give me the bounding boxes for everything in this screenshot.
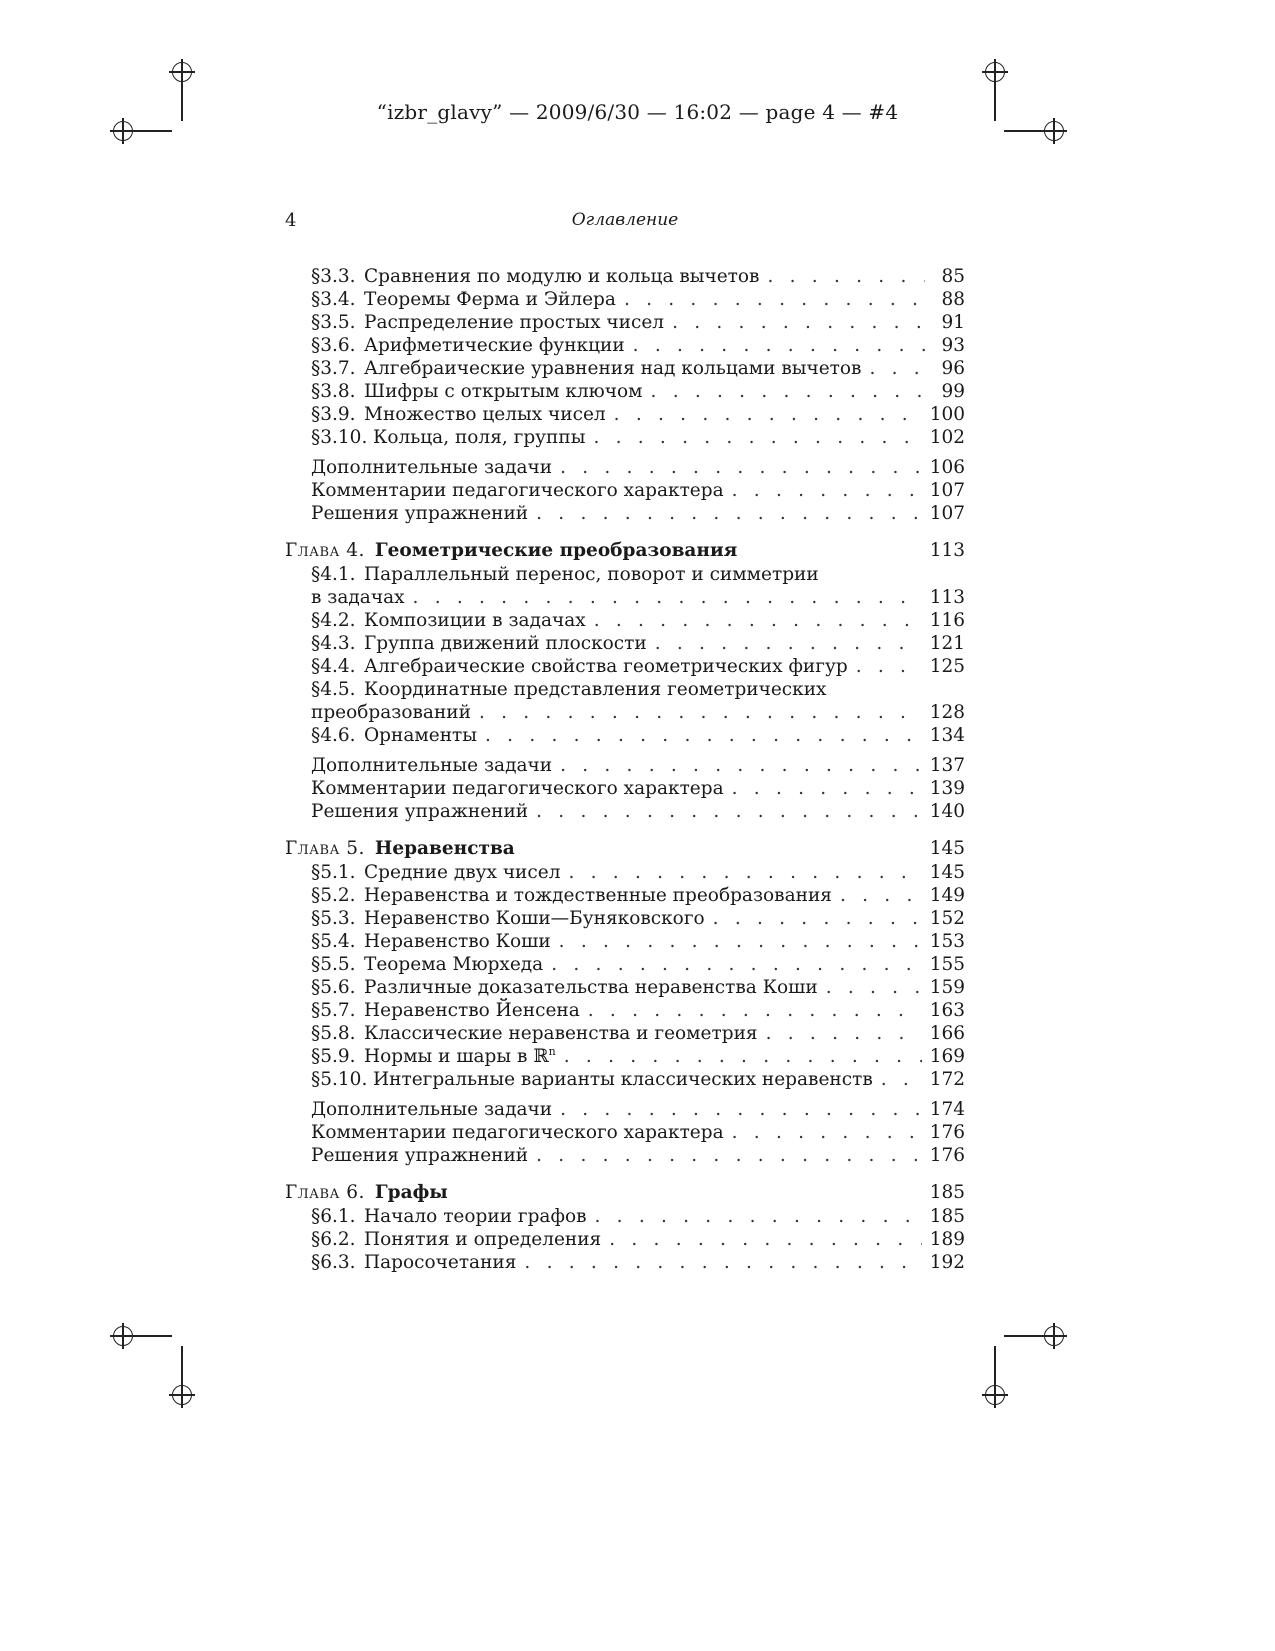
section-title: Классические неравенства и геометрия xyxy=(364,1023,758,1044)
crop-line xyxy=(1004,1335,1042,1337)
toc-section[interactable] xyxy=(285,861,965,884)
leader-dots xyxy=(840,884,922,907)
leader-dots xyxy=(560,456,922,479)
section-title: Неравенство Йенсена xyxy=(364,1000,580,1021)
section-page: 121 xyxy=(929,633,965,654)
crop-line xyxy=(134,130,172,132)
leader-dots xyxy=(413,586,922,609)
leader-dots xyxy=(560,754,922,777)
leader-dots xyxy=(655,632,922,655)
section-number: §3.7. xyxy=(311,358,356,379)
toc-section[interactable] xyxy=(285,288,965,311)
extra-title: Решения упражнений xyxy=(311,503,529,524)
section-title: Теорема Мюрхеда xyxy=(364,954,544,975)
toc-section[interactable] xyxy=(285,678,965,701)
toc-extra[interactable] xyxy=(285,502,965,525)
toc-extra[interactable] xyxy=(285,777,965,800)
section-page: 134 xyxy=(929,725,965,746)
section-page: 128 xyxy=(929,702,965,723)
section-title: Параллельный перенос, поворот и симметрии xyxy=(364,564,819,585)
section-title: Распределение простых чисел xyxy=(364,312,665,333)
registration-mark-icon xyxy=(113,121,133,141)
section-title: Неравенство Коши—Буняковского xyxy=(364,908,705,929)
section-number: §5.9. xyxy=(311,1046,356,1067)
leader-dots xyxy=(651,380,925,403)
toc-section[interactable] xyxy=(285,1205,965,1228)
extra-page: 139 xyxy=(929,778,965,799)
leader-dots xyxy=(551,953,921,976)
chapter-label: Глава 4. xyxy=(285,540,365,561)
section-title-text: Нормы и шары в ℝ xyxy=(364,1046,549,1067)
toc-section[interactable] xyxy=(285,357,965,380)
toc-section[interactable] xyxy=(285,976,965,999)
section-number: §3.10. xyxy=(311,427,368,448)
leader-dots xyxy=(594,609,922,632)
toc-extra[interactable] xyxy=(285,1144,965,1167)
section-page: 102 xyxy=(929,427,965,448)
section-number: §4.4. xyxy=(311,656,356,677)
toc-section[interactable] xyxy=(285,655,965,678)
crop-line xyxy=(134,1335,172,1337)
section-page: 153 xyxy=(929,931,965,952)
chapter-title: Графы xyxy=(374,1182,448,1203)
toc-section[interactable] xyxy=(285,884,965,907)
section-number: §3.5. xyxy=(311,312,356,333)
section-title: в задачах xyxy=(311,587,405,608)
leader-dots xyxy=(593,426,921,449)
toc-section[interactable] xyxy=(285,1068,965,1091)
section-number: §4.1. xyxy=(311,564,356,585)
toc-extra[interactable] xyxy=(285,456,965,479)
extra-page: 176 xyxy=(929,1122,965,1143)
leader-dots xyxy=(713,907,922,930)
toc-extra[interactable] xyxy=(285,479,965,502)
section-title: Средние двух чисел xyxy=(364,862,561,883)
section-title: Шифры с открытым ключом xyxy=(364,381,643,402)
section-page: 116 xyxy=(929,610,965,631)
section-page: 159 xyxy=(929,977,965,998)
section-title: Алгебраические свойства геометрических фигур xyxy=(364,656,848,677)
leader-dots xyxy=(559,930,922,953)
section-title: преобразований xyxy=(311,702,471,723)
extra-title: Дополнительные задачи xyxy=(311,1099,553,1120)
toc-section[interactable] xyxy=(285,426,965,449)
leader-dots xyxy=(588,999,922,1022)
toc-section[interactable] xyxy=(285,930,965,953)
extra-page: 137 xyxy=(929,755,965,776)
section-title: Паросочетания xyxy=(364,1252,517,1273)
extra-title: Комментарии педагогического характера xyxy=(311,778,724,799)
extra-page: 107 xyxy=(929,480,965,501)
registration-mark-icon xyxy=(1044,121,1064,141)
leader-dots xyxy=(672,311,925,334)
extra-title: Дополнительные задачи xyxy=(311,755,553,776)
table-of-contents xyxy=(285,265,965,1274)
chapter-label: Глава 6. xyxy=(285,1182,365,1203)
leader-dots xyxy=(564,1045,922,1068)
section-number: §4.6. xyxy=(311,725,356,746)
section-number: §5.8. xyxy=(311,1023,356,1044)
section-page: 155 xyxy=(929,954,965,975)
extra-page: 174 xyxy=(929,1099,965,1120)
section-page: 125 xyxy=(929,656,965,677)
section-page: 96 xyxy=(941,358,965,379)
toc-section-continuation[interactable] xyxy=(285,701,965,724)
section-title: Понятия и определения xyxy=(364,1229,602,1250)
section-number: §3.9. xyxy=(311,404,356,425)
section-number: §4.2. xyxy=(311,610,356,631)
extra-title: Комментарии педагогического характера xyxy=(311,480,724,501)
leader-dots xyxy=(732,777,922,800)
toc-section[interactable] xyxy=(285,265,965,288)
section-page: 169 xyxy=(929,1046,965,1067)
toc-extra[interactable] xyxy=(285,1098,965,1121)
section-title xyxy=(364,1040,556,1068)
leader-dots xyxy=(536,800,922,823)
section-number: §5.3. xyxy=(311,908,356,929)
leader-dots xyxy=(595,1205,922,1228)
superscript: n xyxy=(548,1044,556,1058)
leader-dots xyxy=(624,288,925,311)
registration-mark-icon xyxy=(985,62,1005,82)
leader-dots xyxy=(856,655,922,678)
toc-chapter-4[interactable] xyxy=(285,538,965,563)
registration-mark-icon xyxy=(172,1385,192,1405)
toc-section[interactable] xyxy=(285,907,965,930)
chapter-page: 185 xyxy=(929,1182,965,1203)
toc-chapter-5[interactable] xyxy=(285,836,965,861)
section-number: §5.1. xyxy=(311,862,356,883)
section-page: 100 xyxy=(929,404,965,425)
leader-dots xyxy=(767,265,925,288)
crop-line xyxy=(181,1346,183,1383)
leader-dots xyxy=(479,701,922,724)
section-page: 99 xyxy=(941,381,965,402)
toc-section[interactable] xyxy=(285,563,965,586)
toc-section[interactable] xyxy=(285,999,965,1022)
section-page: 93 xyxy=(941,335,965,356)
toc-chapter-6[interactable] xyxy=(285,1180,965,1205)
section-title: Теоремы Ферма и Эйлера xyxy=(364,289,616,310)
section-title: Алгебраические уравнения над кольцами вычетов xyxy=(364,358,862,379)
toc-section[interactable] xyxy=(285,311,965,334)
registration-mark-icon xyxy=(113,1326,133,1346)
section-number: §3.4. xyxy=(311,289,356,310)
section-page: 189 xyxy=(929,1229,965,1250)
section-number: §5.2. xyxy=(311,885,356,906)
section-page: 152 xyxy=(929,908,965,929)
leader-dots xyxy=(614,403,922,426)
section-number: §3.8. xyxy=(311,381,356,402)
toc-section[interactable] xyxy=(285,380,965,403)
extra-page: 140 xyxy=(929,801,965,822)
extra-page: 106 xyxy=(929,457,965,478)
leader-dots xyxy=(524,1251,921,1274)
running-title: Оглавление xyxy=(571,210,679,230)
chapter-title: Геометрические преобразования xyxy=(374,540,738,561)
leader-dots xyxy=(536,1144,922,1167)
extra-page: 107 xyxy=(929,503,965,524)
registration-mark-icon xyxy=(172,62,192,82)
section-page: 185 xyxy=(929,1206,965,1227)
extra-title: Дополнительные задачи xyxy=(311,457,553,478)
section-title: Орнаменты xyxy=(364,725,477,746)
section-number: §5.4. xyxy=(311,931,356,952)
section-title: Неравенства и тождественные преобразования xyxy=(364,885,832,906)
toc-section[interactable] xyxy=(285,609,965,632)
registration-mark-icon xyxy=(1044,1326,1064,1346)
section-number: §6.1. xyxy=(311,1206,356,1227)
toc-section[interactable] xyxy=(285,403,965,426)
section-number: §6.2. xyxy=(311,1229,356,1250)
toc-extra[interactable] xyxy=(285,800,965,823)
section-title: Начало теории графов xyxy=(364,1206,587,1227)
extra-title: Комментарии педагогического характера xyxy=(311,1122,724,1143)
section-title: Множество целых чисел xyxy=(364,404,606,425)
leader-dots xyxy=(609,1228,921,1251)
leader-dots xyxy=(732,479,922,502)
section-title: Арифметические функции xyxy=(364,335,625,356)
section-page: 91 xyxy=(941,312,965,333)
section-number: §5.6. xyxy=(311,977,356,998)
toc-extra[interactable] xyxy=(285,1121,965,1144)
leader-dots xyxy=(826,976,922,999)
leader-dots xyxy=(485,724,922,747)
section-title: Различные доказательства неравенства Коши xyxy=(364,977,818,998)
running-head xyxy=(285,210,965,234)
section-page: 149 xyxy=(929,885,965,906)
chapter-page: 113 xyxy=(929,540,965,561)
toc-section[interactable] xyxy=(285,1251,965,1274)
leader-dots xyxy=(869,357,925,380)
section-page: 113 xyxy=(929,587,965,608)
toc-section[interactable] xyxy=(285,1045,965,1068)
section-number: §4.5. xyxy=(311,679,356,700)
crop-line xyxy=(994,1346,996,1383)
chapter-label: Глава 5. xyxy=(285,838,365,859)
leader-dots xyxy=(766,1022,922,1045)
toc-extra[interactable] xyxy=(285,754,965,777)
section-number: §3.3. xyxy=(311,266,356,287)
toc-section-continuation[interactable] xyxy=(285,586,965,609)
section-page: 192 xyxy=(929,1252,965,1273)
chapter-page: 145 xyxy=(929,838,965,859)
leader-dots xyxy=(881,1068,922,1091)
section-title: Сравнения по модулю и кольца вычетов xyxy=(364,266,760,287)
section-number: §5.5. xyxy=(311,954,356,975)
section-number: §6.3. xyxy=(311,1252,356,1273)
section-title: Интегральные варианты классических неравенств xyxy=(373,1069,873,1090)
section-page: 85 xyxy=(941,266,965,287)
toc-section[interactable] xyxy=(285,334,965,357)
section-number: §3.6. xyxy=(311,335,356,356)
leader-dots xyxy=(568,861,921,884)
extra-page: 176 xyxy=(929,1145,965,1166)
section-page: 172 xyxy=(929,1069,965,1090)
section-title: Композиции в задачах xyxy=(364,610,586,631)
toc-section[interactable] xyxy=(285,632,965,655)
extra-title: Решения упражнений xyxy=(311,1145,529,1166)
leader-dots xyxy=(732,1121,922,1144)
section-page: 145 xyxy=(929,862,965,883)
section-page: 163 xyxy=(929,1000,965,1021)
section-title: Кольца, поля, группы xyxy=(373,427,586,448)
leader-dots xyxy=(560,1098,922,1121)
section-title: Группа движений плоскости xyxy=(364,633,647,654)
section-number: §5.10. xyxy=(311,1069,368,1090)
page-number: 4 xyxy=(285,210,297,231)
print-slug: “izbr_glavy” — 2009/6/30 — 16:02 — page 4 — #4 xyxy=(376,100,899,124)
section-page: 166 xyxy=(929,1023,965,1044)
leader-dots xyxy=(536,502,922,525)
section-number: §5.7. xyxy=(311,1000,356,1021)
toc-section[interactable] xyxy=(285,953,965,976)
toc-section[interactable] xyxy=(285,1228,965,1251)
extra-title: Решения упражнений xyxy=(311,801,529,822)
crop-line xyxy=(1004,130,1042,132)
section-page: 88 xyxy=(941,289,965,310)
section-number: §4.3. xyxy=(311,633,356,654)
section-title: Неравенство Коши xyxy=(364,931,551,952)
section-title: Координатные представления геометрических xyxy=(364,679,827,700)
toc-section[interactable] xyxy=(285,724,965,747)
chapter-title: Неравенства xyxy=(374,838,515,859)
leader-dots xyxy=(633,334,925,357)
registration-mark-icon xyxy=(985,1385,1005,1405)
